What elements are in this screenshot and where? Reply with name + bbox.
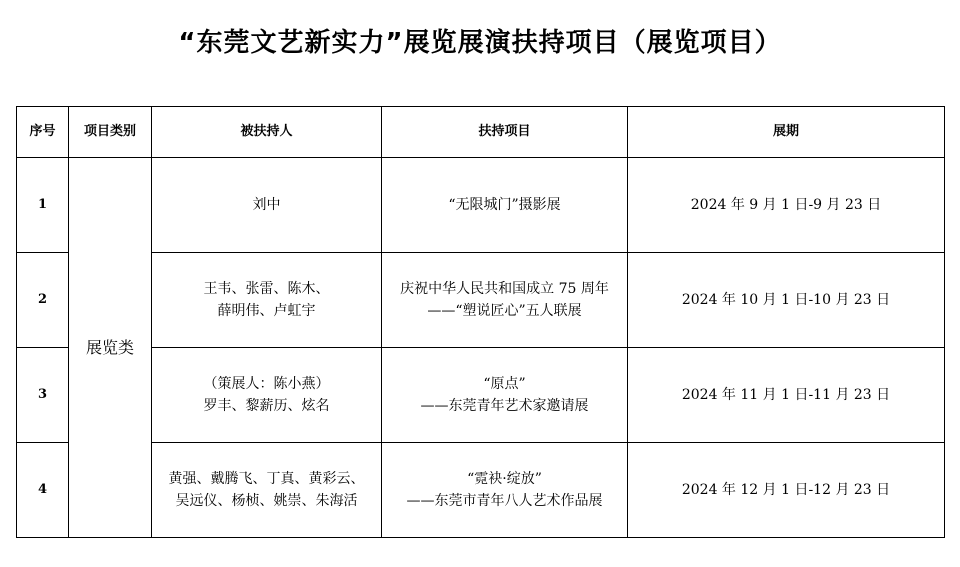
category-cell: 展览类	[69, 158, 152, 538]
project-cell	[382, 348, 628, 443]
person-line: 王韦、张雷、陈木、	[203, 281, 330, 297]
period-cell: 2024 年 11 月 1 日-11 月 23 日	[628, 348, 945, 443]
table-row	[17, 158, 945, 253]
period-cell: 2024 年 12 月 1 日-12 月 23 日	[628, 443, 945, 538]
project-line: “无限城门”摄影展	[448, 197, 561, 213]
person-cell	[152, 443, 382, 538]
table-row	[17, 348, 945, 443]
person-line: 黄强、戴腾飞、丁真、黄彩云、	[168, 471, 365, 487]
person-line: 刘中	[252, 197, 281, 213]
project-line: ——“塑说匠心”五人联展	[427, 303, 582, 319]
row-number: 4	[17, 443, 69, 538]
person-cell	[152, 158, 382, 253]
table-row	[17, 443, 945, 538]
table-header-row	[17, 107, 945, 158]
header-person: 被扶持人	[152, 107, 382, 158]
support-projects-table	[16, 106, 945, 538]
period-cell: 2024 年 10 月 1 日-10 月 23 日	[628, 253, 945, 348]
project-cell	[382, 158, 628, 253]
header-no: 序号	[17, 107, 69, 158]
row-number: 2	[17, 253, 69, 348]
project-cell	[382, 253, 628, 348]
page-title: “东莞文艺新实力”展览展演扶持项目（展览项目）	[178, 28, 782, 58]
header-project: 扶持项目	[382, 107, 628, 158]
project-line: 庆祝中华人民共和国成立 75 周年	[400, 281, 609, 297]
project-cell	[382, 443, 628, 538]
person-line: 罗丰、黎薪历、炫名	[203, 398, 330, 414]
header-category: 项目类别	[69, 107, 152, 158]
row-number: 1	[17, 158, 69, 253]
person-line: 吴远仪、杨桢、姚崇、朱海活	[175, 493, 358, 509]
person-line: （策展人：陈小燕）	[203, 376, 330, 392]
person-cell	[152, 348, 382, 443]
project-line: “原点”	[483, 376, 526, 392]
person-cell	[152, 253, 382, 348]
person-line: 薛明伟、卢虹宇	[217, 303, 316, 319]
project-line: “霓袂·绽放”	[467, 471, 542, 487]
project-line: ——东莞市青年八人艺术作品展	[406, 493, 603, 509]
header-period: 展期	[628, 107, 945, 158]
table-row	[17, 253, 945, 348]
period-cell: 2024 年 9 月 1 日-9 月 23 日	[628, 158, 945, 253]
project-line: ——东莞青年艺术家邀请展	[420, 398, 589, 414]
row-number: 3	[17, 348, 69, 443]
